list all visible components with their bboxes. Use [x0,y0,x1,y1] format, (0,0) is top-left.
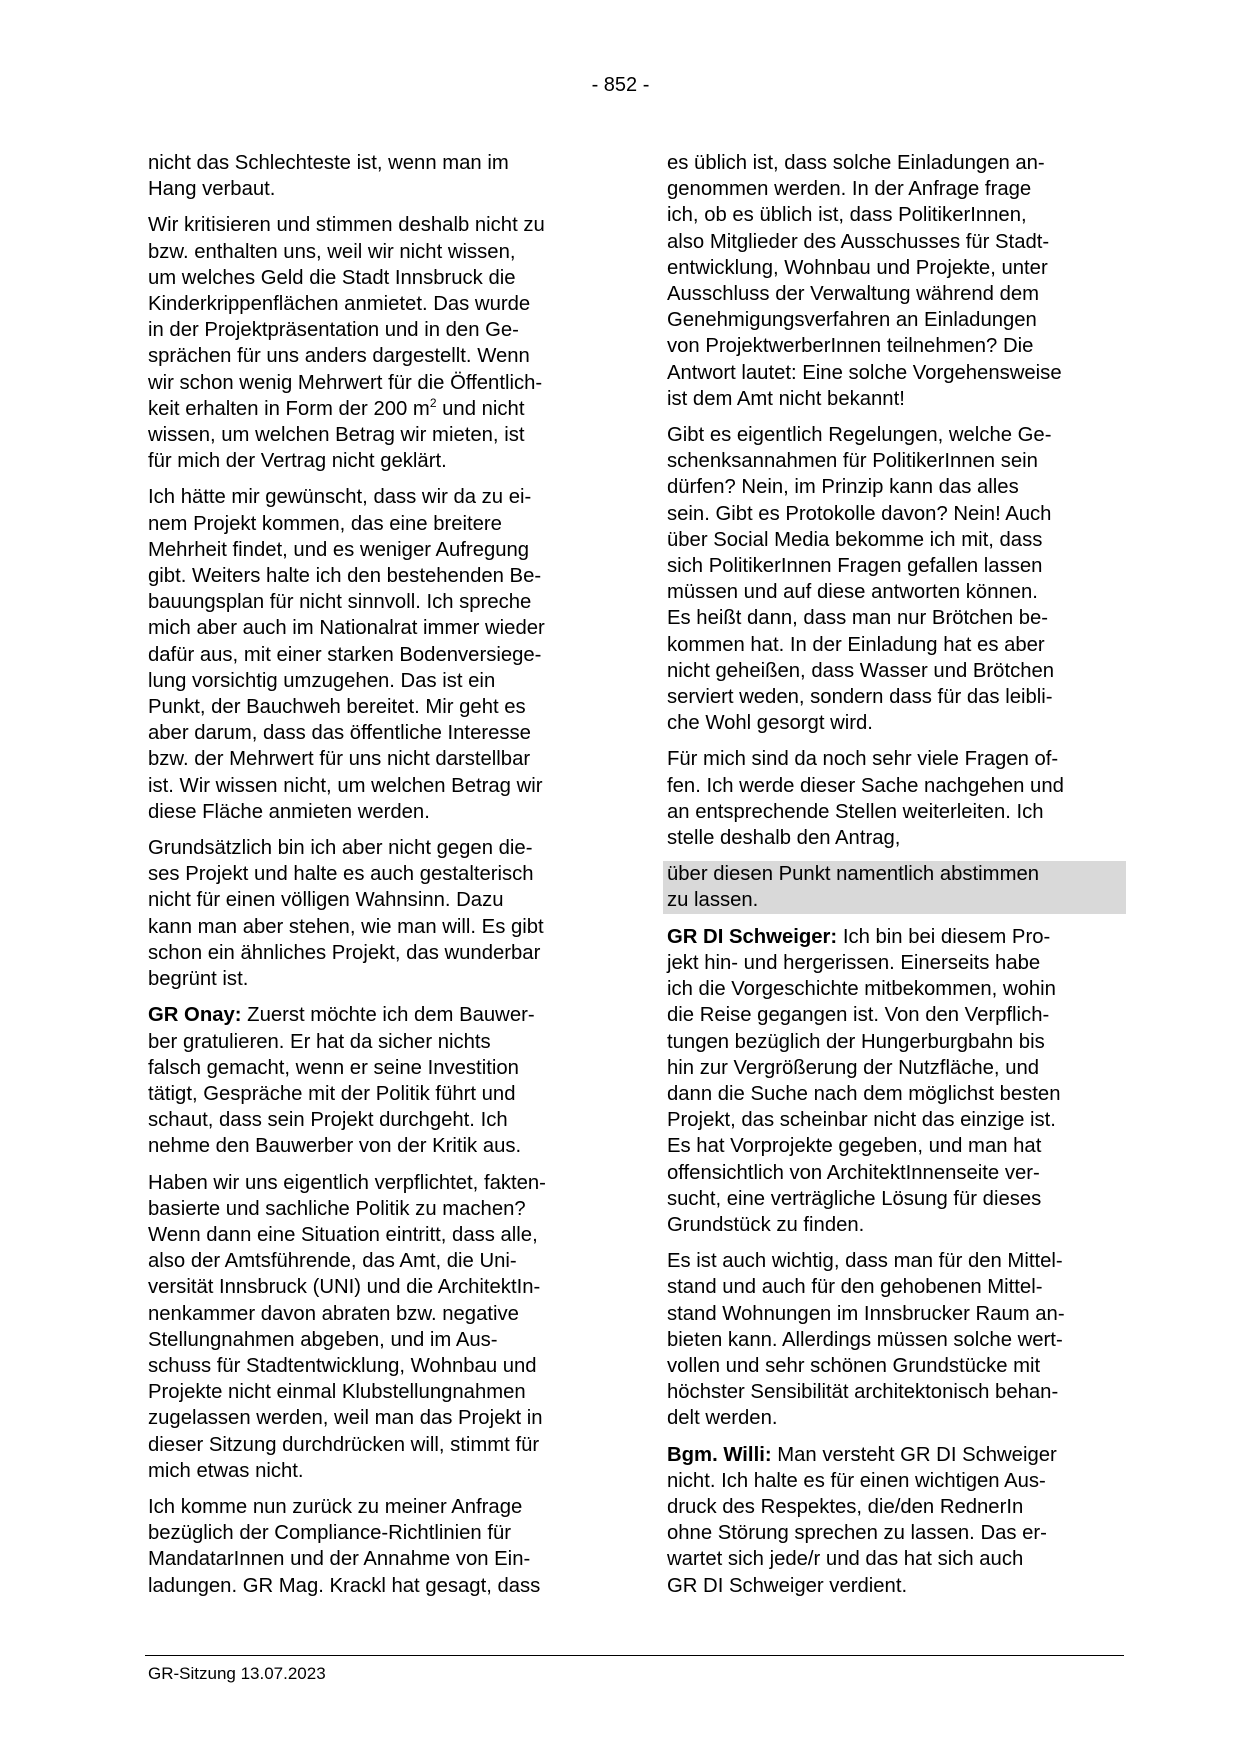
paragraph: Gibt es eigentlich Regelungen, welche Ge- schenksannahmen für PolitikerInnen sein dürfen? Nein, im Prinzip kann das alles sein. Gibt es Protokolle davon? Nein! Auch über Social Media bekomme ich mit, dass sich PolitikerInnen Fragen gefallen lassen müssen und auf diese antworten können. Es heißt dann, dass man nur Brötchen be- kommen hat. In der Einladung hat es aber nicht geheißen, dass Wasser und Brötchen serviert weden, sondern dass für das leibli- che Wohl gesorgt wird. [667,424,1055,735]
left-column [148,150,603,1609]
speaker-name: GR Onay: [148,1004,242,1027]
footer-divider [145,1655,1124,1656]
speech-text: Ich bin bei diesem Pro- jekt hin- und hergerissen. Einerseits habe ich die Vorgeschichte mitbekommen, wohin die Reise gegangen ist. Von den Verpflich- tungen bezüglich der Hungerburgbahn bis hin zur Vergrößerung der Nutzfläche, und dann die Suche nach dem möglichst besten Projekt, das scheinbar nicht das einzige ist. Es hat Vorprojekte gegeben, und man hat offensichtlich von ArchitektInnenseite ver- sucht, eine verträgliche Lösung für dieses Grundstück zu finden. [667,925,1061,1236]
paragraph [148,212,603,474]
speech-text: Zuerst möchte ich dem Bauwer- ber gratulieren. Er hat da sicher nichts falsch gemacht, wenn er seine Investition tätigt, Gespräche mit der Politik führt und schaut, dass sein Projekt durchgeht. Ich nehme den Bauwerber von der Kritik aus. [148,1004,535,1158]
speech-paragraph [148,1002,603,1159]
motion-box: über diesen Punkt namentlich abstimmen zu lassen. [663,861,1126,913]
page-number: - 852 - [591,74,650,96]
speaker-name: Bgm. Willi: [667,1443,772,1466]
paragraph: Es ist auch wichtig, dass man für den Mittel- stand und auch für den gehobenen Mittel- stand Wohnungen im Innsbrucker Raum an- bieten kann. Allerdings müssen solche wert- vollen und sehr schönen Grundstücke mit höchster Sensibilität architektonisch behan- delt werden. [667,1250,1065,1430]
paragraph: Haben wir uns eigentlich verpflichtet, fakten- basierte und sachliche Politik zu machen? Wenn dann eine Situation eintritt, dass alle, also der Amtsführende, das Amt, die Uni- versität Innsbruck (UNI) und die ArchitektIn- nenkammer davon abraten bzw. negative Stellungnahmen abgeben, und im Aus- schuss für Stadtentwicklung, Wohnbau und Projekte nicht einmal Klubstellungnahmen zugelassen werden, weil man das Projekt in dieser Sitzung durchdrücken will, stimmt für mich etwas nicht. [148,1171,546,1482]
paragraph-text: und nicht wissen, um welchen Betrag wir mieten, ist für mich der Vertrag nicht geklärt. [148,397,525,473]
speech-paragraph [667,924,1122,1238]
footer-session-date: GR-Sitzung 13.07.2023 [148,1664,326,1683]
paragraph: Ich hätte mir gewünscht, dass wir da zu ei- nem Projekt kommen, das eine breitere Mehrheit findet, und es weniger Aufregung gibt. Weiters halte ich den bestehenden Be- bauungsplan für nicht sinnvoll. Ich spreche mich aber auch im Nationalrat immer wieder dafür aus, mit einer starken Bodenversiege- lung vorsichtig umzugehen. Das ist ein Punkt, der Bauchweh bereitet. Mir geht es aber darum, dass das öffentliche Interesse bzw. der Mehrwert für uns nicht darstellbar ist. Wir wissen nicht, um welchen Betrag wir diese Fläche anmieten werden. [148,486,545,823]
paragraph: Für mich sind da noch sehr viele Fragen of- fen. Ich werde dieser Sache nachgehen und an entsprechende Stellen weiterleiten. Ich stelle deshalb den Antrag, [667,748,1064,850]
paragraph: es üblich ist, dass solche Einladungen an- genommen werden. In der Anfrage frage ich, ob es üblich ist, dass PolitikerInnen, also Mitglieder des Ausschusses für Stadt- entwicklung, Wohnbau und Projekte, unter Ausschluss der Verwaltung während dem Genehmigungsverfahren an Einladungen von ProjektwerberInnen teilnehmen? Die Antwort lautet: Eine solche Vorgehensweise ist dem Amt nicht bekannt! [667,152,1062,410]
paragraph: Grundsätzlich bin ich aber nicht gegen die- ses Projekt und halte es auch gestalterisch nicht für einen völligen Wahnsinn. Dazu kann man aber stehen, wie man will. Es gibt schon ein ähnliches Projekt, das wunderbar begrünt ist. [148,837,544,991]
speech-text: Man versteht GR DI Schweiger nicht. Ich halte es für einen wichtigen Aus- druck des Respektes, die/den RednerIn ohne Störung sprechen zu lassen. Das er- wartet sich jede/r und das hat sich auch GR DI Schweiger verdient. [667,1443,1057,1597]
speech-paragraph [667,1442,1122,1599]
right-column [667,150,1122,1609]
paragraph: nicht das Schlechteste ist, wenn man im Hang verbaut. [148,152,509,201]
paragraph: Ich komme nun zurück zu meiner Anfrage bezüglich der Compliance-Richtlinien für MandatarInnen und der Annahme von Ein- ladungen. GR Mag. Krackl hat gesagt, dass [148,1495,541,1597]
speaker-name: GR DI Schweiger: [667,925,838,948]
paragraph-text: Wir kritisieren und stimmen deshalb nicht zu bzw. enthalten uns, weil wir nicht wissen, um welches Geld die Stadt Innsbruck die Kinderkrippenflächen anmietet. Das wurde in der Projektpräsentation und in den Ge- sprächen für uns anders dargestellt. Wenn wir schon wenig Mehrwert für die Öffentlich- keit erhalten in Form der 200 m [148,214,545,420]
superscript: 2 [429,396,437,411]
